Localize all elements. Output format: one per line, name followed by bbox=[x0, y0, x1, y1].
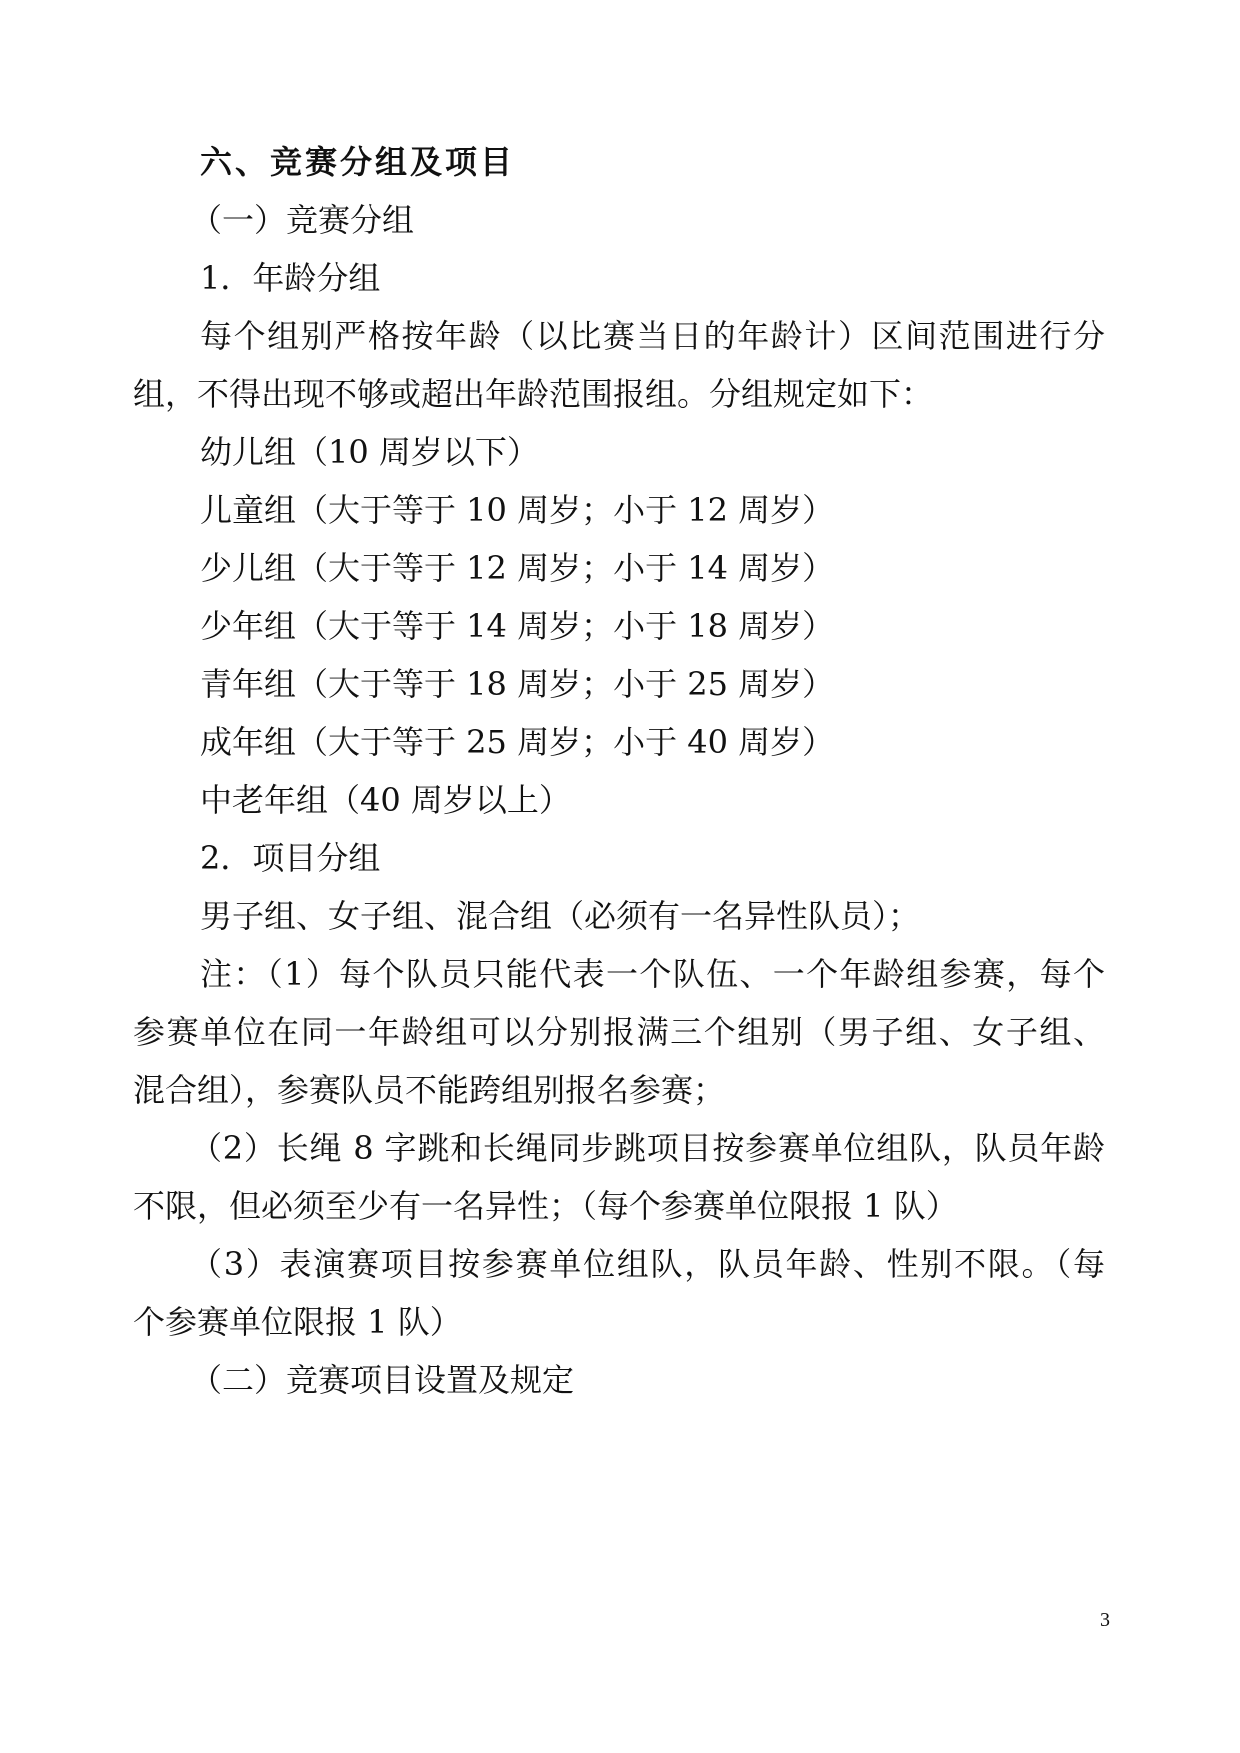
age-group-item: 幼儿组（10 周岁以下） bbox=[200, 433, 539, 471]
item-title-event-groups: 2．项目分组 bbox=[200, 839, 381, 877]
section-heading: 六、竞赛分组及项目 bbox=[200, 143, 516, 181]
age-group-item: 少年组（大于等于 14 周岁；小于 18 周岁） bbox=[200, 607, 835, 645]
event-groups-text: 男子组、女子组、混合组（必须有一名异性队员）； bbox=[200, 897, 921, 935]
note-1-line-3: 混合组），参赛队员不能跨组别报名参赛； bbox=[133, 1071, 726, 1109]
note-2-line-1: （2）长绳 8 字跳和长绳同步跳项目按参赛单位组队，队员年龄 bbox=[190, 1129, 1105, 1167]
note-1-line-2: 参赛单位在同一年龄组可以分别报满三个组别（男子组、女子组、 bbox=[133, 1013, 1105, 1051]
age-group-item: 青年组（大于等于 18 周岁；小于 25 周岁） bbox=[200, 665, 835, 703]
note-2-line-2: 不限，但必须至少有一名异性；（每个参赛单位限报 1 队） bbox=[133, 1187, 958, 1225]
item-title-age-groups: 1．年龄分组 bbox=[200, 259, 381, 297]
note-3-line-2: 个参赛单位限报 1 队） bbox=[133, 1303, 462, 1341]
subsection-title-event-settings: （二）竞赛项目设置及规定 bbox=[190, 1361, 575, 1399]
age-group-item: 中老年组（40 周岁以上） bbox=[200, 781, 571, 819]
age-group-item: 少儿组（大于等于 12 周岁；小于 14 周岁） bbox=[200, 549, 835, 587]
age-group-item: 成年组（大于等于 25 周岁；小于 40 周岁） bbox=[200, 723, 835, 761]
paragraph-age-rule-line-1: 每个组别严格按年龄（以比赛当日的年龄计）区间范围进行分 bbox=[200, 317, 1105, 355]
subsection-title-competition-groups: （一）竞赛分组 bbox=[190, 201, 415, 239]
note-3-line-1: （3）表演赛项目按参赛单位组队，队员年龄、性别不限。（每 bbox=[190, 1245, 1105, 1283]
page-number: 3 bbox=[1100, 1609, 1110, 1631]
note-1-line-1: 注：（1）每个队员只能代表一个队伍、一个年龄组参赛，每个 bbox=[200, 955, 1105, 993]
age-group-item: 儿童组（大于等于 10 周岁；小于 12 周岁） bbox=[200, 491, 835, 529]
paragraph-age-rule-line-2: 组，不得出现不够或超出年龄范围报组。分组规定如下： bbox=[133, 375, 934, 413]
